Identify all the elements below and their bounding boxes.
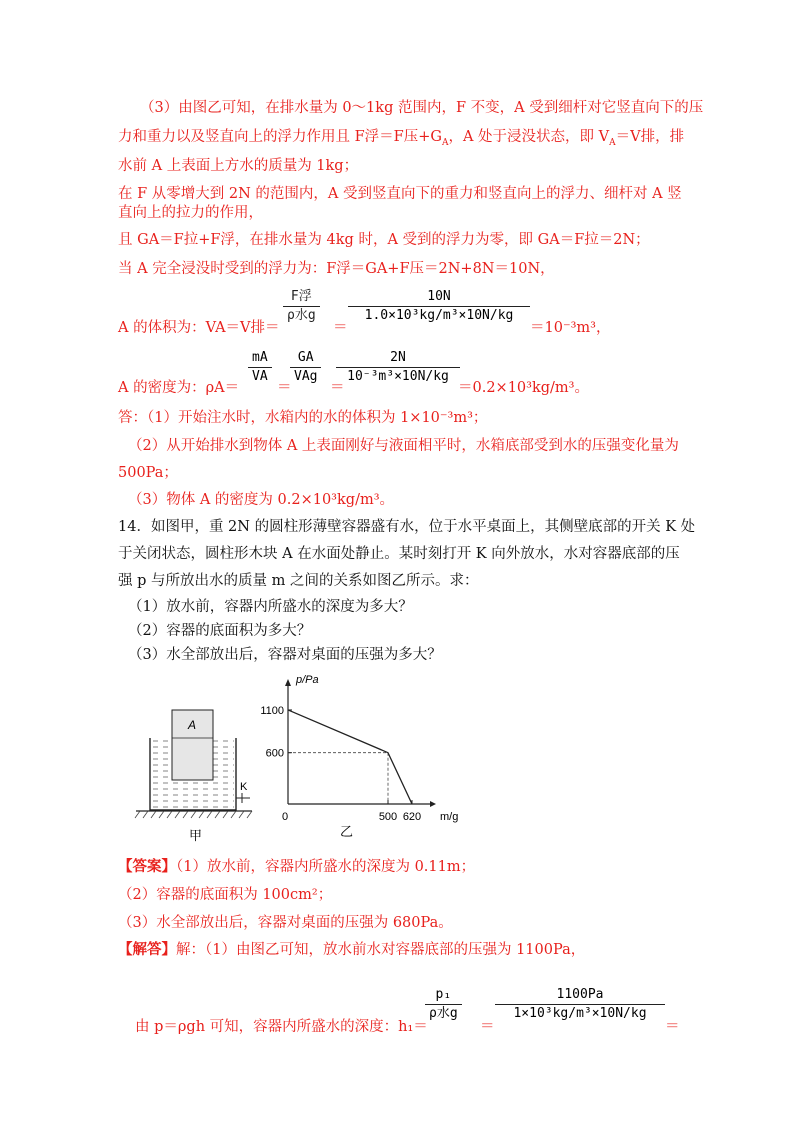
y-axis-arrow-icon	[285, 679, 291, 686]
answer-tag: 【答案】	[118, 858, 176, 875]
subscript: A	[609, 137, 616, 148]
x-tick-label: 500	[378, 811, 398, 823]
switch-label: K	[240, 781, 248, 793]
x-tick-label: 620	[402, 811, 422, 823]
fraction-numerator: 10N	[427, 289, 451, 304]
answer-line: （3）水全部放出后，容器对桌面的压强为 680Pa。	[118, 915, 453, 931]
fraction-numerator: 1100Pa	[556, 987, 604, 1002]
pressure-mass-chart	[250, 668, 460, 848]
fraction-numerator: mA	[252, 350, 268, 365]
answer-line: （2）从开始排水到物体 A 上表面刚好与液面相平时，水箱底部受到水的压强变化量为	[128, 438, 679, 454]
solution-line: 且 GA＝F拉+F浮，在排水量为 4kg 时，A 受到的浮力为零，即 GA＝F拉＝2N；	[118, 232, 650, 248]
solution-line: 由 p＝ρgh 可知，容器内所盛水的深度：h₁＝	[135, 1019, 428, 1035]
answer-text: （1）放水前，容器内所盛水的深度为 0.11m；	[176, 859, 476, 875]
table-hatching	[135, 811, 252, 818]
equals-sign: ＝	[333, 320, 348, 336]
fraction-bar	[290, 367, 321, 368]
question-line: 14．如图甲，重 2N 的圆柱形薄壁容器盛有水，位于水平桌面上，其侧壁底部的开关 K 处	[118, 519, 696, 535]
text-fragment: ，A 处于浸没状态，即 V	[448, 129, 610, 145]
fraction-bar	[248, 367, 272, 368]
equals-sign: ＝	[277, 380, 292, 396]
solution-line: 在 F 从零增大到 2N 的范围内，A 受到竖直向下的重力和竖直向上的浮力、细杆对 A 竖	[118, 186, 682, 202]
fraction-denominator: 10⁻³m³×10N/kg	[347, 369, 449, 384]
depth-fraction-2	[495, 987, 665, 1022]
fraction-numerator: p₁	[435, 987, 452, 1002]
origin-label: 0	[282, 811, 289, 823]
solution-line: 直向上的拉力的作用，	[118, 205, 263, 221]
fraction-numerator: F浮	[290, 289, 312, 304]
text-fragment: ＝V排，排	[615, 129, 685, 145]
density-fraction-1	[248, 350, 272, 385]
volume-fraction-1	[283, 289, 320, 324]
answer-line: （2）容器的底面积为 100cm²；	[118, 887, 333, 903]
question-line: 强 p 与所放出水的质量 m 之间的关系如图乙所示。求：	[118, 573, 479, 589]
fraction-bar	[495, 1004, 665, 1005]
fraction-bar	[336, 367, 460, 368]
solution-line	[118, 127, 684, 153]
fraction-denominator: VA	[252, 369, 268, 384]
equals-sign: ＝	[665, 1019, 680, 1035]
density-fraction-2	[290, 350, 321, 385]
subscript: A	[441, 137, 449, 148]
block-label: A	[188, 718, 197, 732]
figure-caption-yi: 乙	[340, 824, 354, 839]
answer-line	[118, 857, 475, 877]
answer-line: 答：（1）开始注水时，水箱内的水的体积为 1×10⁻³m³；	[118, 410, 488, 426]
question-sub-3: （3）水全部放出后，容器对桌面的压强为多大？	[128, 647, 442, 663]
fraction-denominator: ρ水g	[287, 308, 316, 323]
answer-line: 500Pa；	[118, 465, 178, 481]
density-label: A 的密度为：ρA＝	[118, 380, 240, 396]
y-tick-label: 600	[265, 747, 284, 760]
fraction-bar	[348, 306, 530, 307]
question-sub-1: （1）放水前，容器内所盛水的深度为多大？	[128, 599, 413, 615]
density-result: ＝0.2×10³kg/m³。	[458, 380, 589, 396]
depth-fraction-1	[425, 987, 462, 1022]
container-diagram	[132, 690, 262, 850]
solution-line: 水前 A 上表面上方水的质量为 1kg；	[118, 158, 359, 174]
volume-fraction-2	[348, 289, 530, 324]
fraction-numerator: GA	[297, 350, 314, 365]
volume-result: ＝10⁻³m³，	[530, 320, 611, 336]
fraction-bar	[283, 306, 320, 307]
solution-line	[118, 940, 585, 960]
solution-line: （3）由图乙可知，在排水量为 0～1kg 范围内，F 不变，A 受到细杆对它竖直向下的压	[140, 100, 704, 116]
y-axis-label: p/Pa	[296, 674, 319, 686]
equals-sign: ＝	[330, 380, 345, 396]
text-fragment: 力和重力以及竖直向上的浮力作用且 F浮＝F压+G	[118, 129, 442, 145]
question-sub-2: （2）容器的底面积为多大？	[128, 623, 312, 639]
question-line: 于关闭状态，圆柱形木块 A 在水面处静止。某时刻打开 K 向外放水，水对容器底部的压	[118, 546, 680, 562]
x-axis-arrow-icon	[430, 801, 436, 807]
fraction-denominator: 1×10³kg/m³×10N/kg	[513, 1006, 647, 1021]
volume-label: A 的体积为：VA＝V排＝	[118, 320, 280, 336]
solution-text: 解：（1）由图乙可知，放水前水对容器底部的压强为 1100Pa，	[176, 942, 586, 958]
fraction-denominator: 1.0×10³kg/m³×10N/kg	[364, 308, 514, 323]
answer-line: （3）物体 A 的密度为 0.2×10³kg/m³。	[128, 492, 395, 508]
series-line	[288, 710, 412, 804]
x-axis-label: m/g	[440, 811, 459, 823]
fraction-denominator: ρ水g	[429, 1006, 458, 1021]
fraction-numerator: 2N	[390, 350, 406, 365]
fraction-denominator: VAg	[294, 369, 318, 384]
y-tick-label: 1100	[260, 704, 284, 717]
solution-tag: 【解答】	[118, 941, 176, 958]
density-fraction-3	[336, 350, 460, 385]
solution-line: 当 A 完全浸没时受到的浮力为：F浮＝GA+F压＝2N+8N＝10N，	[118, 261, 555, 277]
fraction-bar	[425, 1004, 462, 1005]
figure-caption-jia: 甲	[189, 828, 203, 843]
equals-sign: ＝	[480, 1019, 495, 1035]
